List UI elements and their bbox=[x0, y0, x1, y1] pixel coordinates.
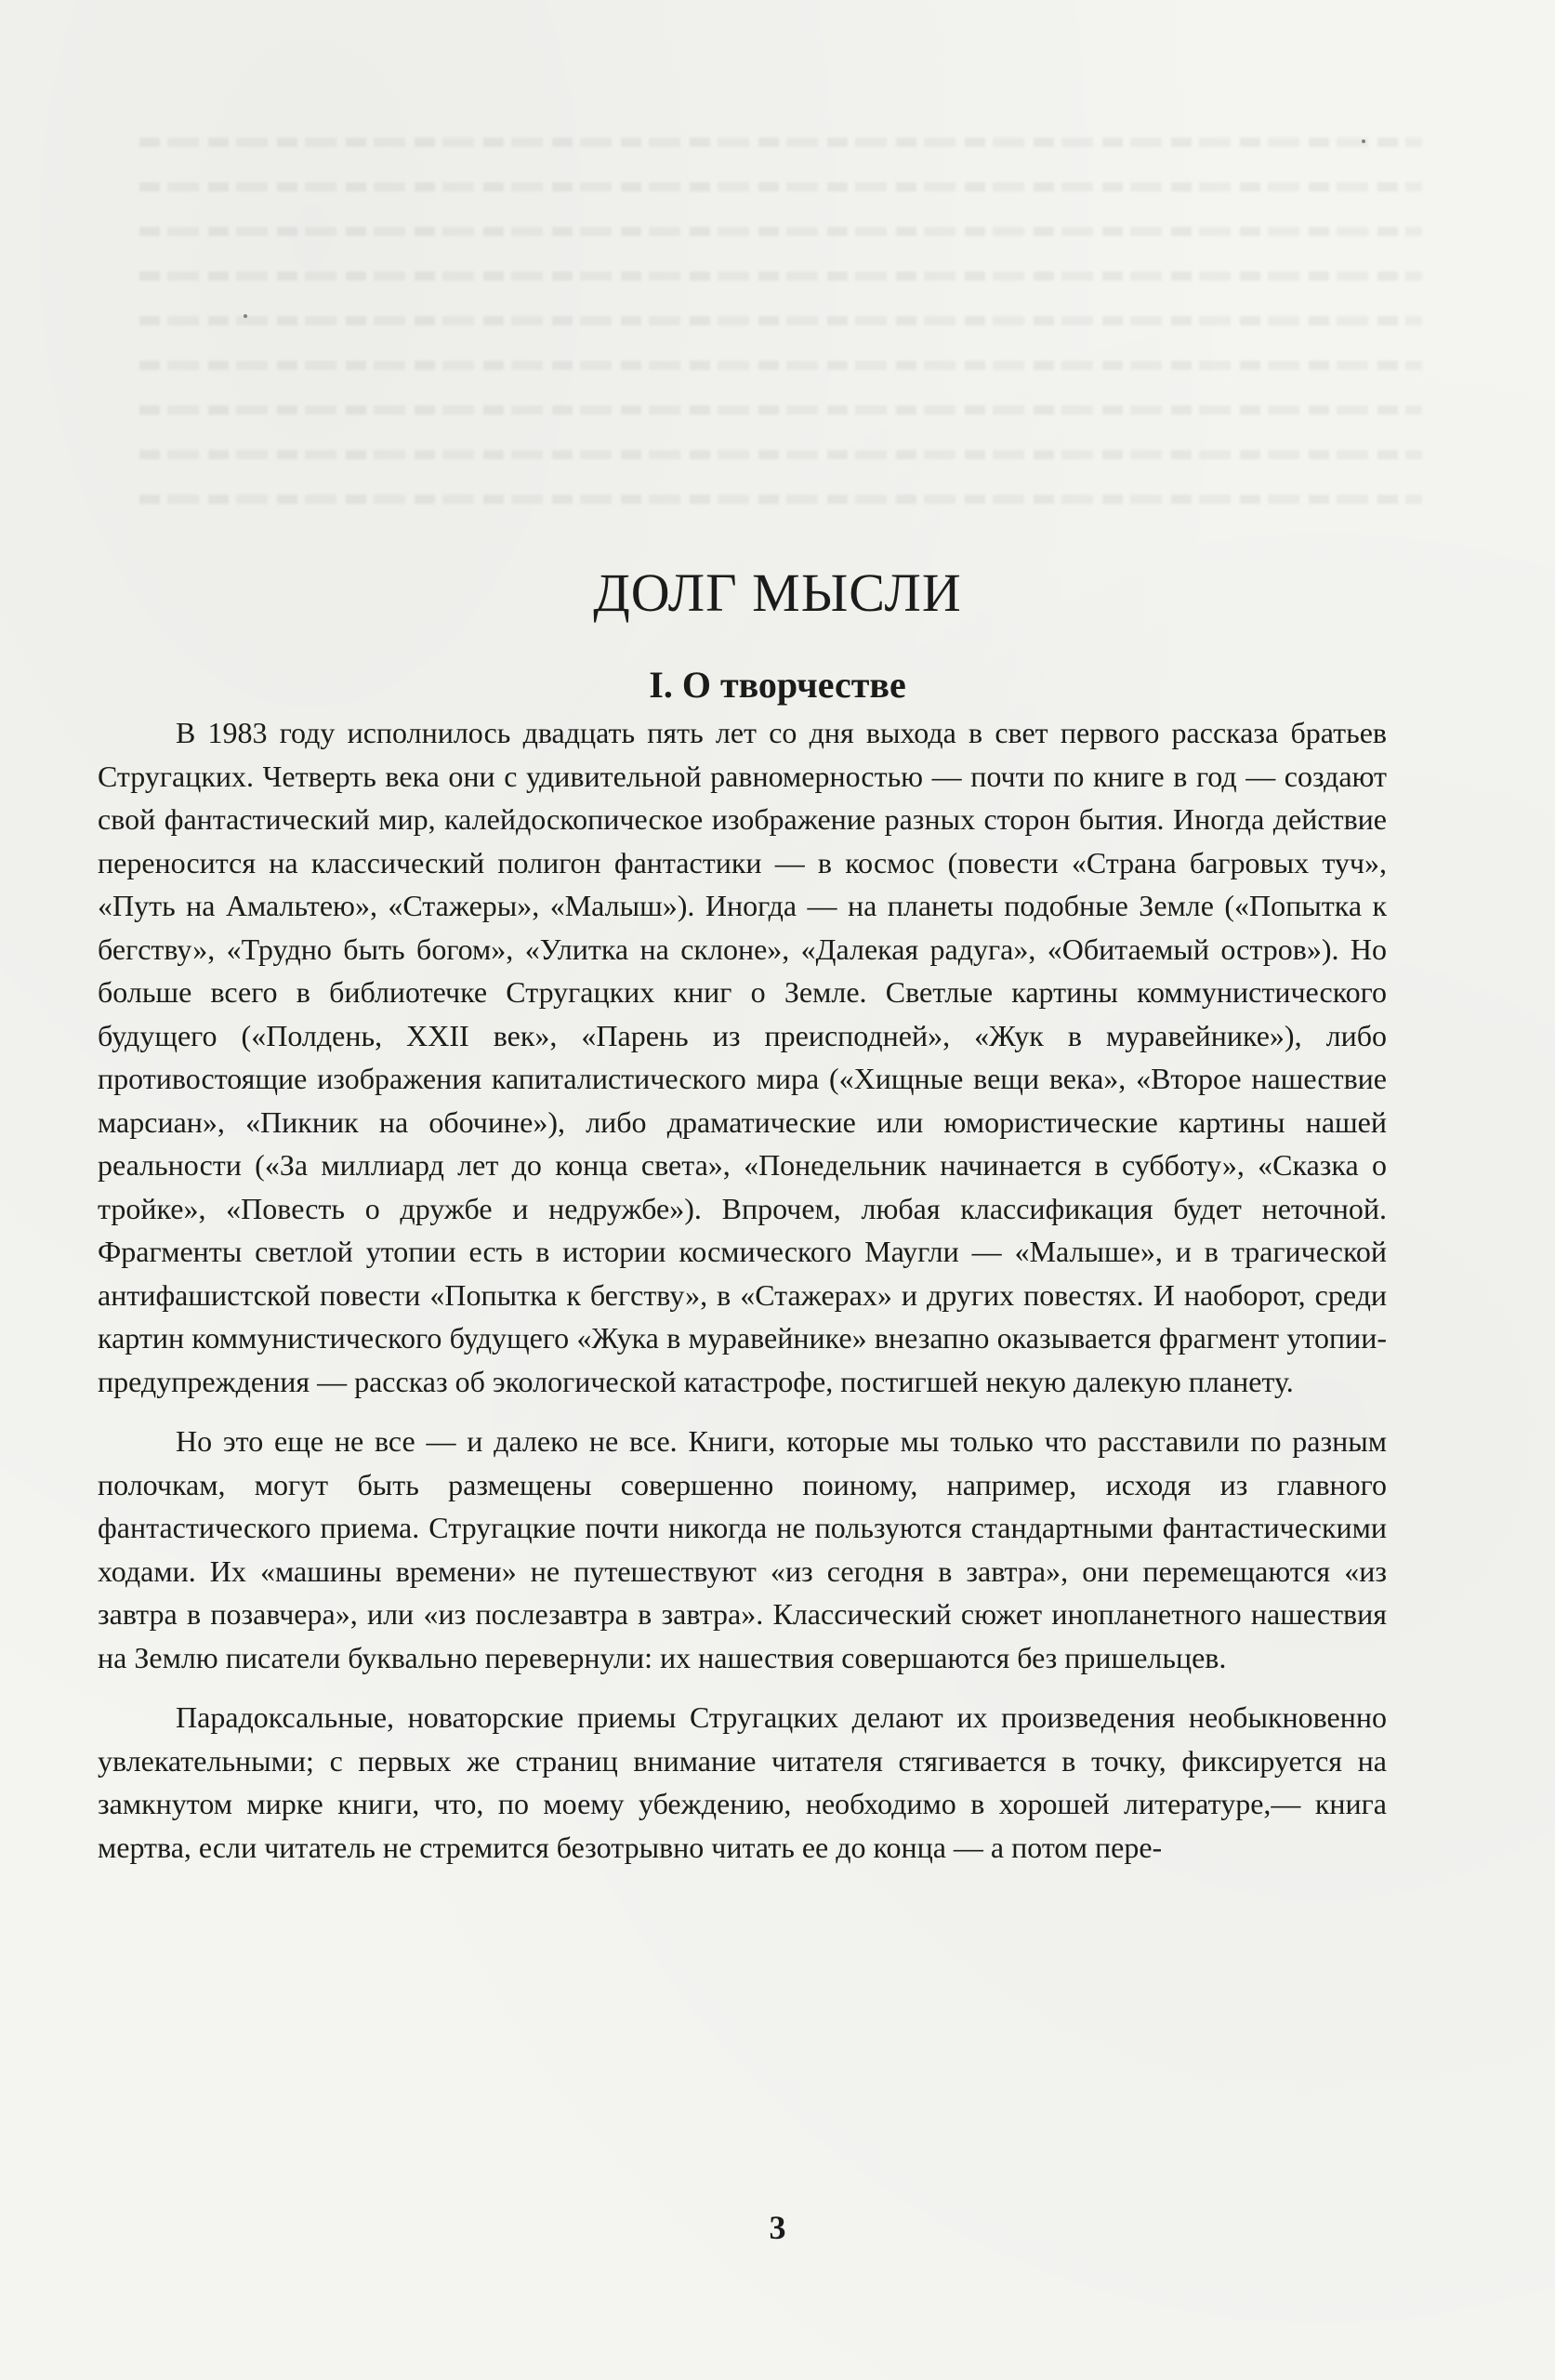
paragraph: Парадоксальные, новаторские приемы Стругацких делают их произведения необыкновенно увлекательными; с первых же страниц внимание читателя стягивается в точку, фиксируется на замкнутом мирке книги, что, по моему убеждению, необходимо в хорошей литературе,— книга мертва, если читатель не стремится безотрывно читать ее до конца — а потом пере- bbox=[98, 1700, 1387, 1864]
show-through-line bbox=[139, 138, 1422, 147]
paragraph: В 1983 году исполнилось двадцать пять лет со дня выхода в свет первого рассказа братьев Стругацких. Четверть века они с удивительной равномерностью — почти по книге в год — создают свой фантастический мир, калейдоскопическое изображение разных сторон бытия. Иногда действие переносится на классический полигон фантастики — в космос (повести «Страна багровых туч», «Путь на Амальтею», «Стажеры», «Малыш»). Иногда — на планеты подобные Земле («Попытка к бегству», «Трудно быть богом», «Улитка на склоне», «Далекая радуга», «Обитаемый остров»). Но больше всего в библиотечке Стругацких книг о Земле. Светлые картины коммунистического будущего («Полдень, XXII век», «Парень из преисподней», «Жук в муравейнике»), либо противостоящие изображения капиталистического мира («Хищные вещи века», «Второе нашествие марсиан», «Пикник на обочине»), либо драматические или юмористические картины нашей реальности («За миллиард лет до конца света», «Понедельник начинается в субботу», «Сказка о тройке», «Повесть о дружбе и недружбе»). Впрочем, любая классификация будет неточной. Фрагменты светлой утопии есть в истории космического Маугли — «Малыше», и в трагической антифашистской повести «Попытка к бегству», в «Стажерах» и других повестях. И наоборот, среди картин коммунистического будущего «Жука в муравейнике» внезапно оказывается фрагмент утопии-предупреждения — рассказ об экологической катастрофе, постигшей некую далекую планету. bbox=[98, 716, 1387, 1398]
section-heading: I. О творчестве bbox=[649, 664, 906, 707]
show-through-line bbox=[139, 182, 1422, 192]
show-through-line bbox=[139, 450, 1422, 459]
body-text bbox=[98, 711, 1387, 1869]
show-through-line bbox=[139, 495, 1422, 504]
show-through-line bbox=[139, 316, 1422, 325]
page-number: 3 bbox=[769, 2209, 786, 2246]
paper-speck bbox=[244, 314, 247, 318]
paper-speck bbox=[1362, 139, 1365, 143]
chapter-title: ДОЛГ МЫСЛИ bbox=[593, 562, 962, 623]
show-through-line bbox=[139, 271, 1422, 281]
show-through-line bbox=[139, 227, 1422, 236]
show-through-line bbox=[139, 405, 1422, 415]
paragraph: Но это еще не все — и далеко не все. Книги, которые мы только что расставили по разным полочкам, могут быть размещены совершенно поиному, например, исходя из главного фантастического приема. Стругацкие почти никогда не пользуются стандартными фантастическими ходами. Их «машины времени» не путешествуют «из сегодня в завтра», они перемещаются «из завтра в позавчера», или «из послезавтра в завтра». Классический сюжет инопланетного нашествия на Землю писатели буквально перевернули: их нашествия совершаются без пришельцев. bbox=[98, 1424, 1387, 1674]
show-through-line bbox=[139, 361, 1422, 370]
